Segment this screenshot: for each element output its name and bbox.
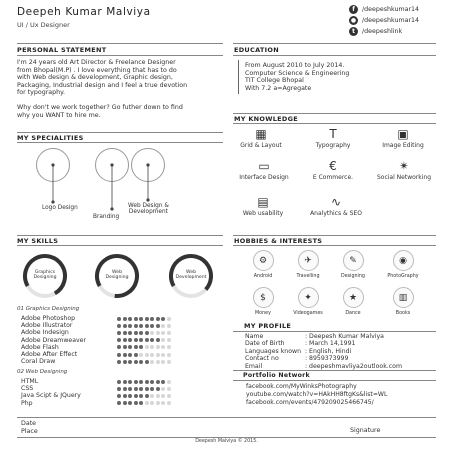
skill-dot	[117, 360, 121, 364]
skill-dot	[117, 345, 121, 349]
portfolio-link[interactable]: youtube.com/watch?v=HAkHH8ftgKs&list=WL	[246, 391, 388, 398]
skill-ring-label: Web Designing	[105, 270, 129, 280]
profile-details	[245, 333, 440, 370]
knowledge-item: ✴ Social Networking	[376, 159, 432, 181]
portfolio-title: Portfolio Network	[243, 372, 310, 379]
skill-dot	[139, 345, 143, 349]
skill-dot	[134, 324, 138, 328]
skill-dot	[167, 401, 171, 405]
skill-dot	[117, 401, 121, 405]
profile-row	[245, 363, 440, 370]
skill-group-graphics	[21, 315, 221, 365]
resume-name: Deepeh Kumar Malviya	[17, 6, 151, 18]
divider	[17, 55, 223, 56]
profile-row	[245, 340, 440, 347]
skill-ring-label: Web Development	[175, 270, 207, 280]
speciality-branding: Branding	[93, 214, 120, 220]
profile-key: Languages known	[245, 347, 301, 355]
skill-dot	[161, 394, 165, 398]
resume-role: UI / Ux Designer	[17, 21, 70, 29]
speciality-logo-design: Logo Design	[42, 205, 78, 211]
social-networking-icon: ✴	[398, 159, 410, 173]
skill-level-dots	[117, 394, 172, 398]
social-link-facebook[interactable]	[349, 5, 419, 14]
skill-dot	[167, 353, 171, 357]
hobby-label: Travelling	[296, 274, 320, 279]
skill-name: Adobe Dreamweaver	[21, 336, 87, 344]
divider	[17, 437, 436, 438]
hobby-item	[291, 287, 325, 316]
profile-value: : March 14,1991	[305, 340, 356, 348]
designing-icon: ✎	[343, 250, 364, 271]
skill-dot	[150, 401, 154, 405]
skill-dot	[156, 345, 160, 349]
interface-design-icon: ▭	[258, 159, 270, 173]
knowledge-item: € E Commerce.	[312, 159, 354, 181]
skill-dot	[167, 317, 171, 321]
skill-dot	[123, 317, 127, 321]
education-text: From August 2010 to July 2014. Computer Science & Engineering TIT College Bhopal With 7.2 a=Agregate	[245, 62, 350, 92]
skill-dot	[128, 345, 132, 349]
skill-level-dots	[117, 338, 172, 342]
skill-dot	[145, 338, 149, 342]
skill-level-dots	[117, 380, 172, 384]
skill-row	[21, 385, 221, 392]
skill-dot	[123, 394, 127, 398]
skill-dot	[150, 353, 154, 357]
travelling-icon: ✈	[298, 250, 319, 271]
education-title: EDUCATION	[234, 46, 279, 54]
hobby-label: Dance	[345, 311, 361, 316]
skill-dot	[156, 380, 160, 384]
knowledge-item: ▤ Web usability	[242, 195, 284, 217]
skill-level-dots	[117, 360, 172, 364]
skill-dot	[161, 353, 165, 357]
skill-dot	[128, 324, 132, 328]
skill-level-dots	[117, 387, 172, 391]
skill-dot	[123, 338, 127, 342]
skill-dot	[161, 338, 165, 342]
skill-dot	[128, 331, 132, 335]
skill-dot	[117, 387, 121, 391]
profile-value: : Deepesh Kumar Malviya	[305, 333, 384, 340]
skill-dot	[150, 394, 154, 398]
profile-row	[245, 355, 440, 362]
skill-name: Adobe Illustrator	[21, 322, 73, 330]
skill-dot	[139, 324, 143, 328]
skill-dot	[123, 324, 127, 328]
divider	[233, 235, 436, 236]
skill-dot	[150, 338, 154, 342]
skill-dot	[156, 360, 160, 364]
skill-dot	[161, 324, 165, 328]
divider	[17, 132, 223, 133]
skill-dot	[145, 353, 149, 357]
skill-dot	[139, 380, 143, 384]
skill-dot	[150, 360, 154, 364]
skill-dot	[134, 394, 138, 398]
skill-dot	[156, 338, 160, 342]
knowledge-title: MY KNOWLEDGE	[234, 115, 298, 123]
divider	[233, 380, 436, 381]
skill-dot	[167, 360, 171, 364]
skill-dot	[139, 338, 143, 342]
hobby-label: PhotoGraphy	[387, 274, 419, 279]
personal-statement-title: PERSONAL STATEMENT	[17, 46, 107, 54]
hobby-label: Videogames	[293, 311, 323, 316]
social-handle: /deepeshkumar14	[362, 17, 420, 24]
skill-dot	[145, 324, 149, 328]
android-icon: ⚙	[253, 250, 274, 271]
footer-place: Place	[21, 428, 38, 435]
skill-dot	[134, 345, 138, 349]
skill-dot	[117, 380, 121, 384]
skill-row	[21, 337, 221, 344]
skill-dot	[161, 360, 165, 364]
typography-icon: T	[329, 127, 337, 141]
skill-dot	[117, 324, 121, 328]
skill-dot	[145, 345, 149, 349]
knowledge-item: ▦ Grid & Layout	[240, 127, 282, 149]
divider	[233, 43, 436, 44]
knowledge-item: ▭ Interface Design	[239, 159, 289, 181]
skill-name: Adobe Photoshop	[21, 315, 76, 323]
skill-row	[21, 378, 221, 385]
skill-dot	[156, 317, 160, 321]
knowledge-item: ▣ Image Editing	[382, 127, 424, 149]
skill-dot	[150, 387, 154, 391]
videogames-icon: ✦	[298, 287, 319, 308]
skill-dot	[128, 353, 132, 357]
skill-dot	[167, 345, 171, 349]
skill-dot	[145, 394, 149, 398]
skill-dot	[128, 360, 132, 364]
skill-dot	[117, 394, 121, 398]
skill-name: Adobe Indesign	[21, 329, 69, 337]
hobbies-grid	[240, 250, 440, 320]
skill-row	[21, 315, 221, 322]
skills-title: MY SKILLS	[17, 237, 59, 245]
skill-dot	[145, 317, 149, 321]
skill-dot	[156, 324, 160, 328]
skill-dot	[139, 331, 143, 335]
skill-row	[21, 400, 221, 407]
hobbies-title: HOBBIES & INTERESTS	[234, 237, 323, 245]
skill-dot	[128, 338, 132, 342]
skill-dot	[128, 380, 132, 384]
skill-dot	[117, 353, 121, 357]
skill-dot	[139, 394, 143, 398]
skill-dot	[139, 353, 143, 357]
skill-dot	[139, 360, 143, 364]
skill-dot	[128, 401, 132, 405]
profile-value: : deepeshmavliya2outlook.com	[305, 362, 402, 370]
footer-date: Date	[21, 420, 37, 427]
skill-dot	[167, 394, 171, 398]
skill-dot	[161, 317, 165, 321]
skill-name: Php	[21, 399, 33, 407]
hobby-item	[386, 287, 420, 316]
hobby-label: Books	[395, 311, 411, 316]
facebook-icon: f	[349, 5, 358, 14]
skill-dot	[156, 401, 160, 405]
skill-row	[21, 392, 221, 399]
hobby-item	[336, 250, 370, 279]
skill-dot	[123, 387, 127, 391]
portfolio-link[interactable]: facebook.com/MyWinksPhotography	[246, 383, 357, 390]
photography-icon: ◉	[393, 250, 414, 271]
hobby-label: Designing	[341, 274, 365, 279]
divider	[233, 331, 436, 332]
ecommerce-icon: €	[329, 159, 337, 173]
divider	[17, 417, 436, 418]
skill-dot	[161, 380, 165, 384]
skill-dot	[123, 360, 127, 364]
skill-dot	[145, 401, 149, 405]
skill-dot	[150, 331, 154, 335]
skill-name: Java Scipt & JQuery	[21, 392, 81, 400]
skill-dot	[123, 380, 127, 384]
skill-row	[21, 329, 221, 336]
skill-row	[21, 344, 221, 351]
skill-dot	[156, 353, 160, 357]
skill-dot	[117, 331, 121, 335]
flickr-icon: ●	[350, 17, 357, 24]
image-editing-icon: ▣	[397, 127, 409, 141]
divider	[233, 123, 436, 124]
hobby-item	[246, 250, 280, 279]
skill-dot	[128, 387, 132, 391]
skill-dot	[167, 338, 171, 342]
divider	[233, 55, 436, 56]
skill-level-dots	[117, 401, 172, 405]
speciality-web-design: Web Design & Development	[128, 203, 169, 215]
social-link-flickr[interactable]	[349, 16, 419, 25]
profile-key: Email	[245, 362, 263, 370]
skill-dot	[156, 331, 160, 335]
skill-dot	[134, 401, 138, 405]
skill-dot	[128, 394, 132, 398]
skill-dot	[134, 353, 138, 357]
skill-dot	[123, 345, 127, 349]
divider	[17, 142, 223, 143]
footer-signature: Signature	[350, 427, 381, 434]
skill-level-dots	[117, 353, 172, 357]
divider	[233, 113, 436, 114]
skill-row	[21, 358, 221, 365]
divider	[233, 370, 436, 371]
analytics-seo-icon: ∿	[330, 195, 342, 209]
skill-dot	[161, 401, 165, 405]
hobby-label: Money	[255, 311, 271, 316]
skill-group-title: 02 Web Designing	[17, 369, 68, 375]
divider	[17, 43, 223, 44]
skill-dot	[117, 317, 121, 321]
skill-dot	[145, 360, 149, 364]
skill-dot	[161, 387, 165, 391]
skill-ring-label: Graphics Designing	[33, 270, 57, 280]
skill-dot	[150, 317, 154, 321]
money-icon: $	[253, 287, 274, 308]
skill-dot	[139, 401, 143, 405]
specialities-title: MY SPECIALITIES	[17, 134, 84, 142]
profile-title: MY PROFILE	[244, 322, 292, 330]
skill-dot	[150, 345, 154, 349]
portfolio-links	[246, 383, 387, 407]
skill-dot	[161, 331, 165, 335]
profile-value: : English, Hindi	[305, 347, 352, 355]
profile-value: : 8959373999	[305, 355, 349, 363]
skill-group-title: 01 Graphics Designing	[17, 306, 80, 312]
skill-name: Adobe After Effect	[21, 351, 78, 359]
skill-level-dots	[117, 324, 172, 328]
skill-dot	[123, 331, 127, 335]
hobby-item	[336, 287, 370, 316]
social-handle: /deepeshkumar14	[362, 6, 420, 13]
hobby-item	[246, 287, 280, 316]
twitter-icon: t	[349, 27, 358, 36]
divider	[17, 235, 223, 236]
skill-row	[21, 351, 221, 358]
skill-dot	[167, 380, 171, 384]
skill-name: Coral Draw	[21, 358, 56, 366]
skill-dot	[145, 331, 149, 335]
education-timeline	[238, 60, 239, 94]
knowledge-item: T Typography	[315, 127, 351, 149]
skill-dot	[139, 317, 143, 321]
skill-dot	[145, 380, 149, 384]
profile-key: Date of Birth	[245, 340, 285, 348]
skill-dot	[156, 394, 160, 398]
hobby-item	[386, 250, 420, 279]
skill-dot	[161, 345, 165, 349]
skill-row	[21, 322, 221, 329]
skill-name: CSS	[21, 385, 34, 393]
skill-dot	[167, 331, 171, 335]
footer-credit: Deepesh Malviya © 2015.	[195, 439, 258, 444]
dance-icon: ★	[343, 287, 364, 308]
skill-name: HTML	[21, 378, 39, 386]
divider	[17, 245, 223, 246]
skill-dot	[150, 380, 154, 384]
profile-key: Contact no	[245, 355, 279, 363]
skill-dot	[123, 353, 127, 357]
personal-statement-text: I'm 24 years old Art Director & Freelance Designer from Bhopal(M.P) . I love everything that has to do with Web design & development, Graphic design, Packaging, Industrial design and I feel a true devotion for typography. Why don't we work together? Go futher down to find why you WANT to hire me.	[17, 59, 188, 119]
skill-level-dots	[117, 317, 172, 321]
knowledge-grid	[233, 126, 443, 226]
hobby-item	[291, 250, 325, 279]
profile-key: Name	[245, 333, 264, 340]
skill-dot	[128, 317, 132, 321]
skill-dot	[134, 360, 138, 364]
skill-dot	[150, 324, 154, 328]
knowledge-item: ∿ Analythics & SEO	[310, 195, 362, 217]
skill-level-dots	[117, 331, 172, 335]
skill-dot	[134, 317, 138, 321]
skill-dot	[134, 387, 138, 391]
social-handle: /deepeshlink	[362, 28, 403, 35]
profile-row	[245, 348, 440, 355]
skill-dot	[156, 387, 160, 391]
skill-dot	[139, 387, 143, 391]
web-usability-icon: ▤	[257, 195, 269, 209]
hobby-label: Android	[253, 274, 273, 279]
portfolio-link[interactable]: facebook.com/events/479209025466745/	[246, 399, 374, 406]
skill-level-dots	[117, 345, 172, 349]
skill-dot	[134, 338, 138, 342]
divider	[233, 245, 436, 246]
skill-dot	[123, 401, 127, 405]
skill-group-web	[21, 378, 221, 407]
skill-dot	[134, 380, 138, 384]
skill-dot	[145, 387, 149, 391]
books-icon: ▥	[393, 287, 414, 308]
profile-row	[245, 333, 440, 340]
social-link-twitter[interactable]	[349, 27, 402, 36]
skill-name: Adobe Flash	[21, 343, 59, 351]
skill-dot	[167, 324, 171, 328]
skill-dot	[117, 338, 121, 342]
grid-layout-icon: ▦	[255, 127, 267, 141]
skill-dot	[167, 387, 171, 391]
skill-dot	[134, 331, 138, 335]
